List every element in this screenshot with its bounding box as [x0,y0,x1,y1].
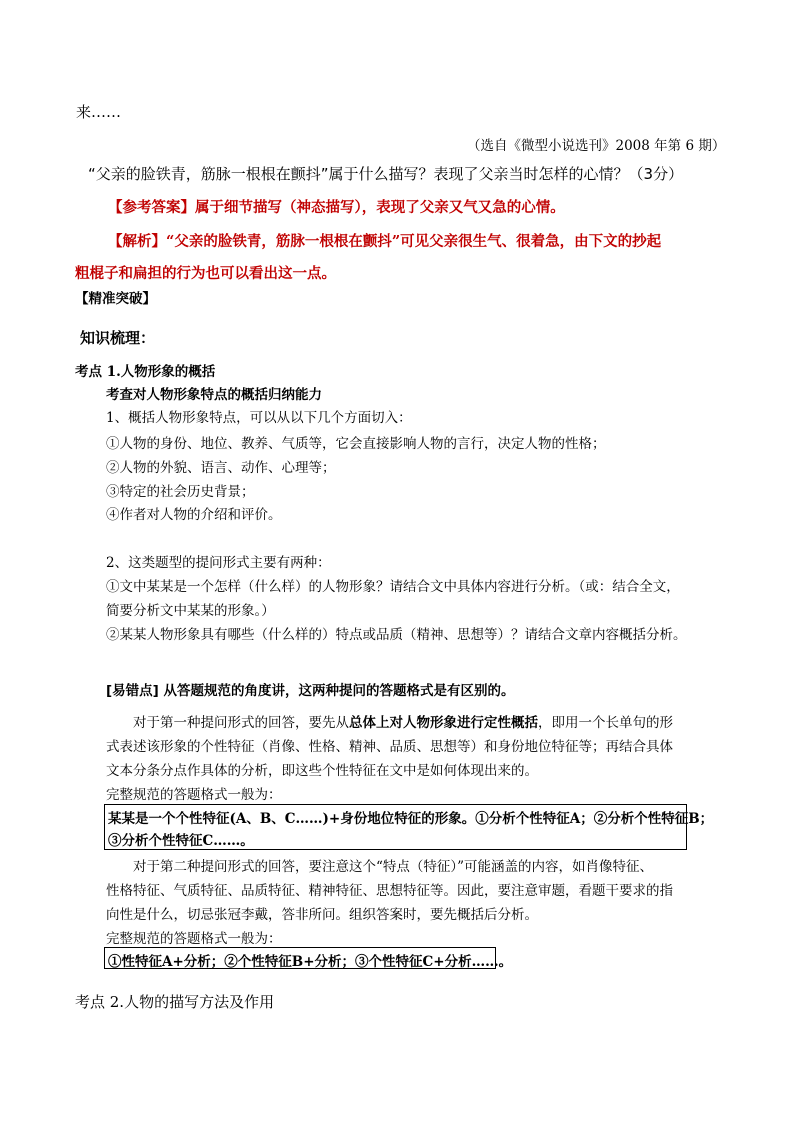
para1-line-3: 文本分条分点作具体的分析，即这些个性特征在文中是如何体现出来的。 [106,763,538,779]
section-heading: 【精准突破】 [75,291,156,307]
point1-subtitle: 考查对人物形象特点的概括归纳能力 [106,387,322,403]
item2-line-1: ①文中某某是一个怎样（什么样）的人物形象？请结合文中具体内容进行分析。（或：结合全文， [106,579,680,595]
para1-emphasis: 总体上对人物形象进行定性概括 [349,715,538,731]
para1-text-c: ，即用一个长单句的形 [538,715,673,731]
knowledge-heading: 知识梳理： [80,329,156,347]
top-fragment: 来…… [76,103,122,121]
point2-title: 考点 2.人物的描写方法及作用 [75,993,275,1011]
item1-list-2: ②人物的外貌、语言、动作、心理等； [106,460,336,476]
para2-line-3: 向性是什么，切忌张冠李戴，答非所问。组织答案时，要先概括后分析。 [106,907,538,923]
analysis-line-1: 【解析】“父亲的脸铁青，筋脉一根根在颤抖”可见父亲很生气、很着急，由下文的抄起 [108,233,662,250]
item1-list-3: ③特定的社会历史背景； [106,484,255,500]
error-label: [易错点] [106,683,159,699]
para1-line-1 [133,711,673,731]
analysis-line-2: 粗棍子和扁担的行为也可以看出这一点。 [75,265,336,282]
point1-title: 考点 1.人物形象的概括 [75,364,216,380]
format-box-1 [104,804,714,850]
format-box-1-line-2: ③分析个性特征C……。 [108,833,254,849]
para1-text-a: 对于第一种提问形式的回答，要先从 [133,715,349,731]
item2-title: 2、这类题型的提问形式主要有两种： [106,555,331,571]
item1-list-4: ④作者对人物的介绍和评价。 [106,507,282,523]
format-box-2 [104,947,513,970]
item2-line-2: 简要分析文中某某的形象。） [106,603,275,619]
format-label-1: 完整规范的答题格式一般为： [106,787,282,803]
format-label-2: 完整规范的答题格式一般为： [106,931,282,947]
item2-line-3: ②某某人物形象具有哪些（什么样的）特点或品质（精神、思想等）？请结合文章内容概括分析。 [106,627,687,643]
error-text: 从答题规范的角度讲，这两种提问的答题格式是有区别的。 [158,683,515,699]
reference-answer: 【参考答案】属于细节描写（神态描写），表现了父亲又气又急的心情。 [108,199,565,216]
error-note [106,679,515,699]
format-box-2-text: ①性特征A+分析；②个性特征B+分析；③个性特征C+分析……。 [108,954,513,970]
source-note: （选自《微型小说选刊》2008 年第 6 期） [467,138,726,154]
item1-list-1: ①人物的身份、地位、教养、气质等，它会直接影响人物的言行，决定人物的性格； [106,436,606,452]
format-box-1-line-1: 某某是一个个性特征(A、B、C……)+身份地位特征的形象。①分析个性特征A；②分析个性特征B； [108,811,714,827]
para2-line-1: 对于第二种提问形式的回答，要注意这个“特点（特征）”可能涵盖的内容，如肖像特征、 [133,859,654,875]
para2-line-2: 性格特征、气质特征、品质特征、精神特征、思想特征等。因此，要注意审题，看题干要求的指 [106,883,673,899]
question-text: “父亲的脸铁青，筋脉一根根在颤抖”属于什么描写？表现了父亲当时怎样的心情？（3分） [88,165,684,183]
item1-title: 1、概括人物形象特点，可以从以下几个方面切入： [106,410,412,426]
para1-line-2: 式表述该形象的个性特征（肖像、性格、精神、品质、思想等）和身份地位特征等；再结合具体 [106,739,673,755]
